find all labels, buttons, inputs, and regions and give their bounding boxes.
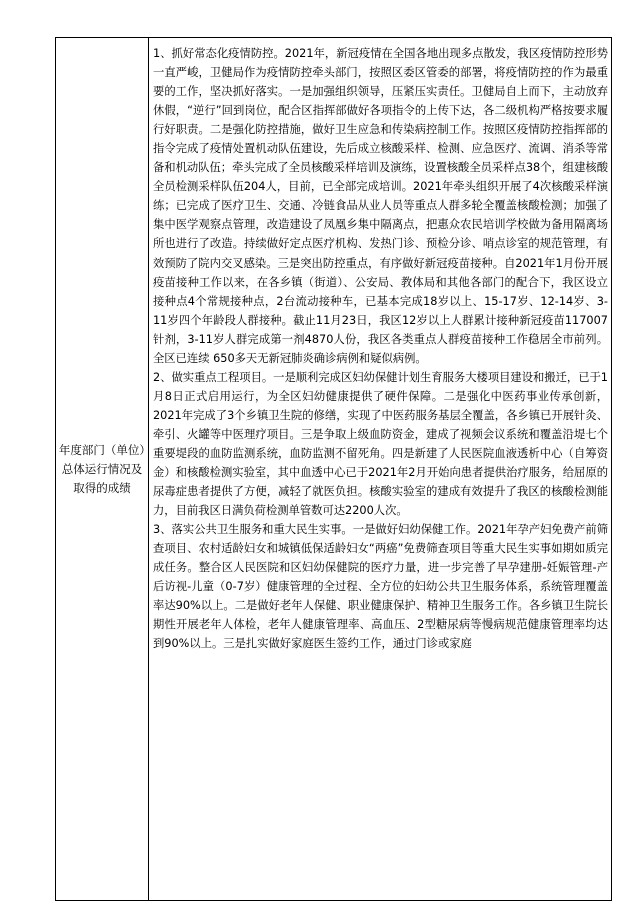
report-table — [55, 37, 612, 901]
table-row — [56, 38, 612, 901]
paragraph-epidemic-control: 1、抓好常态化疫情防控。2021年，新冠疫情在全国各地出现多点散发，我区疫情防控形势一直严峻，卫健局作为疫情防控牵头部门，按照区委区管委的部署，将疫情防控的作为最重要的工作，坚决抓好落实。一是加强组织领导，压紧压实责任。卫健局自上而下，主动放弃休假，“逆行”回到岗位，配合区指挥部做好各项指令的上传下达，各二级机构严格按要求履行好职责。二是强化防控措施，做好卫生应急和传染病控制工作。按照区疫情防控指挥部的指令完成了疫情处置机动队伍建设，先后成立核酸采样、检测、应急医疗、流调、消杀等常备和机动队伍；牵头完成了全员核酸采样培训及演练，设置核酸全员采样点38个，组建核酸全员检测采样队伍204人，目前，已全部完成培训。2021年牵头组织开展了4次核酸采样演练；已完成了医疗卫生、交通、冷链食品从业人员等重点人群多轮全覆盖核酸检测；加强了集中医学观察点管理，改造建设了凤凰乡集中隔离点，把惠众农民培训学校做为备用隔离场所也进行了改造。持续做好定点医疗机构、发热门诊、预检分诊、哨点诊室的规范管理，有效预防了院内交叉感染。三是突出防控重点，有序做好新冠疫苗接种。自2021年1月份开展疫苗接种工作以来，在各乡镇（街道）、公安局、教体局和其他各部门的配合下，我区设立接种点4个常规接种点，2台流动接种车，已基本完成18岁以上、15-17岁、12-14岁、3-11岁四个年龄段人群接种。截止11月23日，我区12岁以上人群累计接种新冠疫苗117007针剂，3-11岁人群完成第一剂4870人份，我区各类重点人群疫苗接种工作稳居全市前列。全区已连续 650多天无新冠肺炎确诊病例和疑似病例。 — [153, 47, 608, 365]
label-cell — [56, 38, 149, 901]
content-text — [149, 38, 611, 900]
paragraph-public-health: 3、落实公共卫生服务和重大民生实事。一是做好妇幼保健工作。2021年孕产妇免费产前筛查项目、农村适龄妇女和城镇低保适龄妇女“两癌”免费筛查项目等重大民生实事如期如质完成任务。整合区人民医院和区妇幼保健院的医疗力量，进一步完善了早孕建册-妊娠管理-产后访视-儿童（0-7岁）健康管理的全过程、全方位的妇幼公共卫生服务体系，系统管理覆盖率达90%以上。二是做好老年人保健、职业健康保护、精神卫生服务工作。各乡镇卫生院长期性开展老年人体检，老年人健康管理率、高血压、2型糖尿病等慢病规范健康管理率均达到90%以上。三是扎实做好家庭医生签约工作，通过门诊或家庭 — [153, 523, 608, 651]
paragraph-key-projects: 2、做实重点工程项目。一是顺利完成区妇幼保健计划生育服务大楼项目建设和搬迁，已于1月8日正式启用运行，为全区妇幼健康提供了硬件保障。二是强化中医药事业传承创新，2021年完成了3个乡镇卫生院的修缮，实现了中医药服务基层全覆盖，各乡镇已开展针灸、牵引、火罐等中医理疗项目。三是争取上级血防资金，建成了视频会议系统和覆盖沿堤七个重要堤段的血防监测系统，血防监测不留死角。四是新建了人民医院血液透析中心（自筹资金）和核酸检测实验室，其中血透中心已于2021年2月开始向患者提供治疗服务，给屈原的尿毒症患者提供了方便，减轻了就医负担。核酸实验室的建成有效提升了我区的核酸检测能力，目前我区日满负荷检测单管数可达2200人次。 — [153, 370, 608, 518]
row-label: 年度部门（单位）总体运行情况及取得的成绩 — [58, 442, 146, 495]
content-cell — [149, 38, 612, 901]
